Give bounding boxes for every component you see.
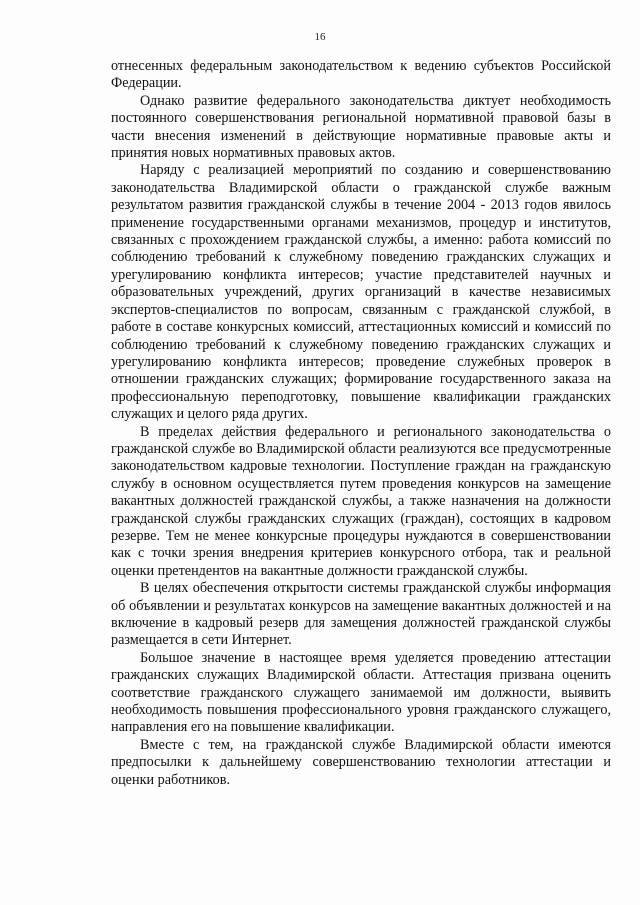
document-body <box>111 58 611 789</box>
paragraph: Вместе с тем, на гражданской службе Владимирской области имеются предпосылки к дальнейшему совершенствованию технологии аттестации и оценки работников. <box>111 736 611 788</box>
paragraph: В пределах действия федерального и регионального законодательства о гражданской службе во Владимирской области реализуются все предусмотренные законодательством кадровые технологии. Поступление граждан на гражданскую службу в основном осуществляется путем проведения конкурсов на замещение вакантных должностей гражданской службы, а также назначения на должности гражданской службы гражданских служащих (граждан), состоящих в кадровом резерве. Тем не менее конкурсные процедуры нуждаются в совершенствовании как с точки зрения внедрения критериев конкурсного отбора, так и реальной оценки претендентов на вакантные должности гражданской службы. <box>111 423 611 579</box>
page-number: 16 <box>314 31 326 43</box>
paragraph: Большое значение в настоящее время уделяется проведению аттестации гражданских служащих Владимирской области. Аттестация призвана оценить соответствие гражданского служащего занимаемой им должности, выявить необходимость повышения профессионального уровня гражданского служащего, направления его на повышение квалификации. <box>111 649 611 736</box>
paragraph: Наряду с реализацией мероприятий по созданию и совершенствованию законодательства Владимирской области о гражданской службе важным результатом развития гражданской службы в течение 2004 - 2013 годов явилось применение государственными органами механизмов, процедур и институтов, связанных с прохождением гражданской службы, а именно: работа комиссий по соблюдению требований к служебному поведению гражданских служащих и урегулированию конфликта интересов; участие представителей научных и образовательных учреждений, других организаций в качестве независимых экспертов-специалистов по вопросам, связанным с гражданской службой, в работе в составе конкурсных комиссий, аттестационных комиссий и комиссий по соблюдению требований к служебному поведению гражданских служащих и урегулированию конфликта интересов; проведение служебных проверок в отношении гражданских служащих; формирование государственного заказа на профессиональную переподготовку, повышение квалификации гражданских служащих и целого ряда других. <box>111 162 611 423</box>
paragraph: Однако развитие федерального законодательства диктует необходимость постоянного совершенствования региональной нормативной правовой базы в части внесения изменений в действующие нормативные правовые акты и принятия новых нормативных правовых актов. <box>111 92 611 162</box>
paragraph-continuation: отнесенных федеральным законодательством к ведению субъектов Российской Федерации. <box>111 58 611 92</box>
paragraph: В целях обеспечения открытости системы гражданской службы информация об объявлении и результатах конкурсов на замещение вакантных должностей и на включение в кадровый резерв для замещения должностей гражданской службы размещается в сети Интернет. <box>111 580 611 649</box>
